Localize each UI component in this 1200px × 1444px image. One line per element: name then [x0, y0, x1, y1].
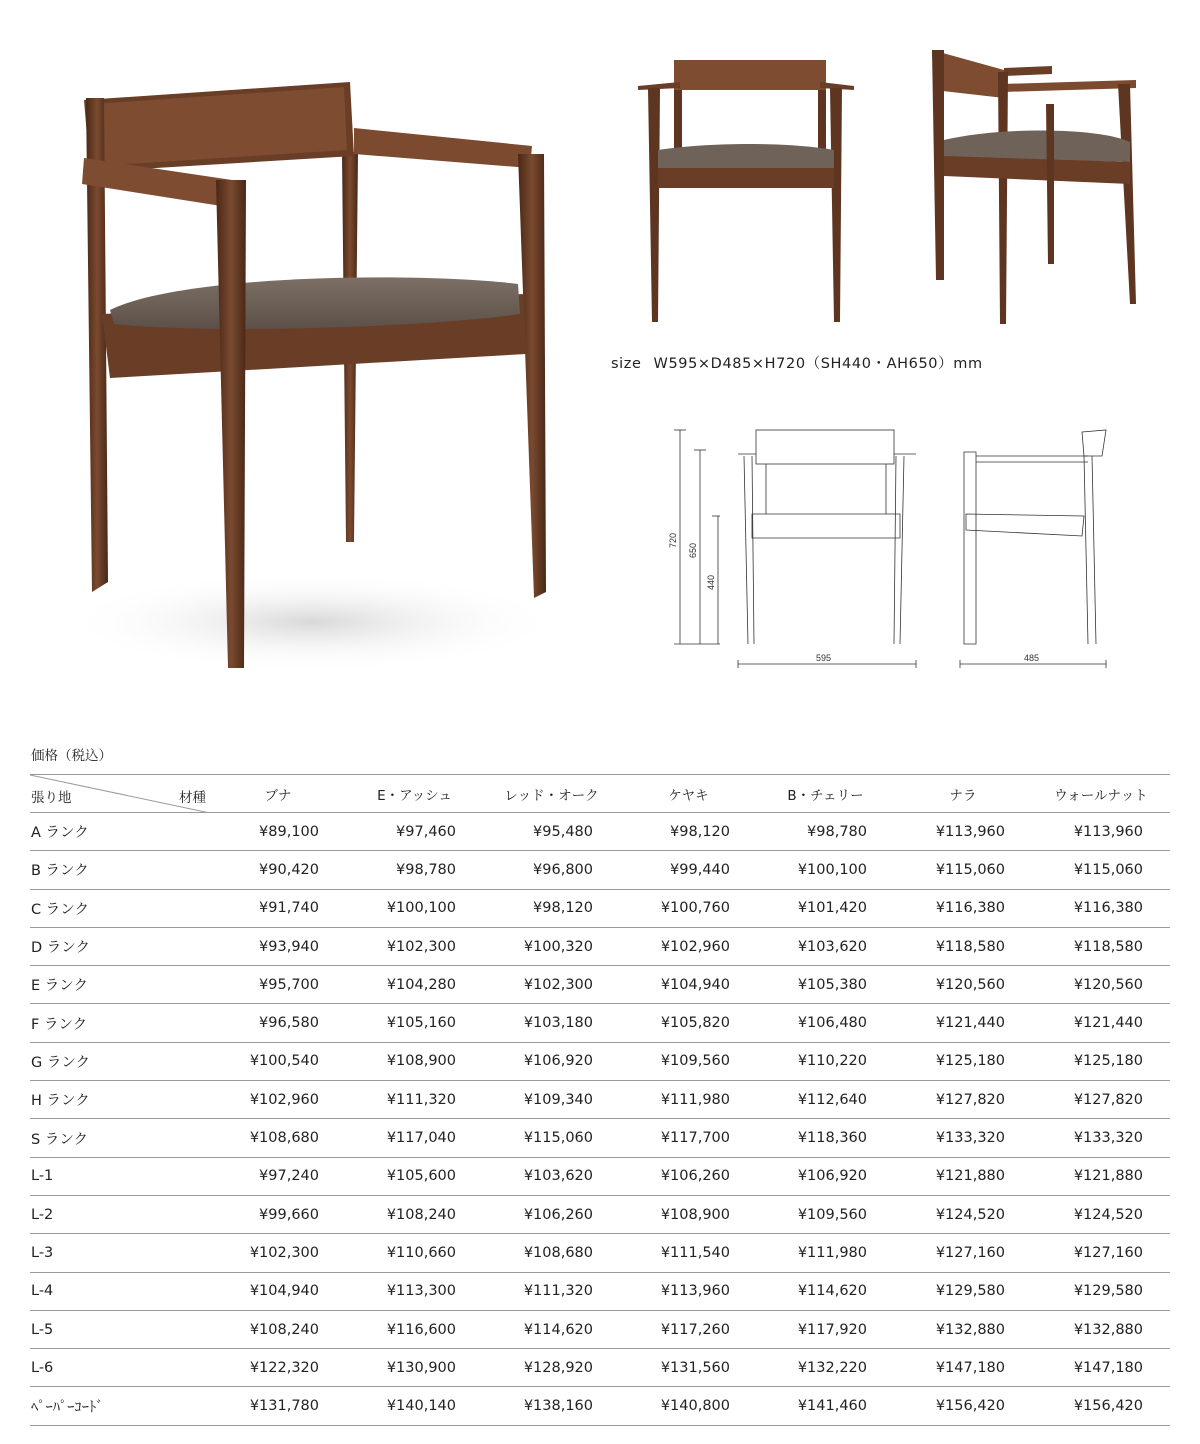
chair-photo-front [630, 50, 860, 330]
price-cell: ¥108,240 [346, 1195, 483, 1233]
price-cell: ¥110,660 [346, 1234, 483, 1272]
size-label: size [611, 356, 642, 372]
table-row [30, 1310, 1170, 1348]
price-cell: ¥138,160 [483, 1387, 620, 1425]
price-cell: ¥109,560 [620, 1042, 757, 1080]
price-cell: ¥128,920 [483, 1349, 620, 1387]
price-cell: ¥106,920 [483, 1042, 620, 1080]
price-cell: ¥99,660 [210, 1195, 346, 1233]
price-cell: ¥111,320 [346, 1081, 483, 1119]
price-cell: ¥140,800 [620, 1387, 757, 1425]
price-cell: ¥110,220 [757, 1042, 894, 1080]
table-row [30, 1387, 1170, 1425]
rank-label: L-6 [30, 1349, 210, 1387]
corner-cell [30, 775, 210, 813]
price-cell: ¥124,520 [894, 1195, 1032, 1233]
price-cell: ¥91,740 [210, 889, 346, 927]
rank-label: L-2 [30, 1195, 210, 1233]
price-cell: ¥108,900 [346, 1042, 483, 1080]
price-cell: ¥118,360 [757, 1119, 894, 1157]
dim-440: 440 [706, 574, 716, 590]
column-header: ナラ [894, 775, 1032, 813]
price-cell: ¥118,580 [1032, 927, 1170, 965]
price-cell: ¥100,100 [346, 889, 483, 927]
price-cell: ¥121,440 [894, 1004, 1032, 1042]
price-cell: ¥113,300 [346, 1272, 483, 1310]
table-row [30, 927, 1170, 965]
price-cell: ¥156,420 [894, 1387, 1032, 1425]
price-cell: ¥116,380 [1032, 889, 1170, 927]
price-cell: ¥108,680 [483, 1234, 620, 1272]
rank-label: E ランク [30, 966, 210, 1004]
price-cell: ¥103,620 [757, 927, 894, 965]
column-header: レッド・オーク [483, 775, 620, 813]
price-cell: ¥100,760 [620, 889, 757, 927]
price-cell: ¥90,420 [210, 851, 346, 889]
rank-label: L-3 [30, 1234, 210, 1272]
column-header: ケヤキ [620, 775, 757, 813]
price-cell: ¥109,340 [483, 1081, 620, 1119]
chair-photo-main [62, 62, 582, 682]
price-cell: ¥116,380 [894, 889, 1032, 927]
rank-label: L-5 [30, 1310, 210, 1348]
dim-720: 720 [668, 532, 678, 548]
dim-485: 485 [1024, 653, 1040, 663]
table-row [30, 813, 1170, 851]
price-cell: ¥108,680 [210, 1119, 346, 1157]
price-cell: ¥100,540 [210, 1042, 346, 1080]
price-cell: ¥114,620 [483, 1310, 620, 1348]
price-cell: ¥120,560 [1032, 966, 1170, 1004]
rank-label: F ランク [30, 1004, 210, 1042]
price-cell: ¥156,420 [1032, 1387, 1170, 1425]
price-cell: ¥127,820 [894, 1081, 1032, 1119]
price-cell: ¥111,540 [620, 1234, 757, 1272]
price-cell: ¥111,320 [483, 1272, 620, 1310]
rank-label: D ランク [30, 927, 210, 965]
price-cell: ¥100,100 [757, 851, 894, 889]
price-cell: ¥98,120 [483, 889, 620, 927]
price-cell: ¥147,180 [894, 1349, 1032, 1387]
column-header: E・アッシュ [346, 775, 483, 813]
price-cell: ¥106,920 [757, 1157, 894, 1195]
price-cell: ¥130,900 [346, 1349, 483, 1387]
price-cell: ¥103,180 [483, 1004, 620, 1042]
price-cell: ¥122,320 [210, 1349, 346, 1387]
price-cell: ¥132,880 [1032, 1310, 1170, 1348]
price-cell: ¥106,260 [620, 1157, 757, 1195]
price-cell: ¥115,060 [894, 851, 1032, 889]
price-cell: ¥131,560 [620, 1349, 757, 1387]
price-cell: ¥89,100 [210, 813, 346, 851]
price-cell: ¥93,940 [210, 927, 346, 965]
rank-label: C ランク [30, 889, 210, 927]
price-cell: ¥127,160 [1032, 1234, 1170, 1272]
table-row [30, 1081, 1170, 1119]
price-cell: ¥103,620 [483, 1157, 620, 1195]
price-cell: ¥118,580 [894, 927, 1032, 965]
price-cell: ¥99,440 [620, 851, 757, 889]
price-cell: ¥96,800 [483, 851, 620, 889]
dim-595: 595 [816, 653, 832, 663]
price-cell: ¥109,560 [757, 1195, 894, 1233]
table-row [30, 1234, 1170, 1272]
price-cell: ¥111,980 [620, 1081, 757, 1119]
price-cell: ¥132,220 [757, 1349, 894, 1387]
col-header-label: 材種 [179, 790, 206, 806]
table-row [30, 1195, 1170, 1233]
price-cell: ¥121,880 [894, 1157, 1032, 1195]
price-cell: ¥121,880 [1032, 1157, 1170, 1195]
price-cell: ¥108,240 [210, 1310, 346, 1348]
price-cell: ¥113,960 [620, 1272, 757, 1310]
table-row [30, 1157, 1170, 1195]
price-cell: ¥97,460 [346, 813, 483, 851]
price-cell: ¥131,780 [210, 1387, 346, 1425]
price-cell: ¥104,940 [620, 966, 757, 1004]
price-cell: ¥102,300 [483, 966, 620, 1004]
price-cell: ¥100,320 [483, 927, 620, 965]
rank-label: A ランク [30, 813, 210, 851]
dim-650: 650 [688, 542, 698, 558]
rank-label: H ランク [30, 1081, 210, 1119]
price-cell: ¥102,960 [620, 927, 757, 965]
price-cell: ¥105,380 [757, 966, 894, 1004]
price-cell: ¥125,180 [1032, 1042, 1170, 1080]
price-cell: ¥117,260 [620, 1310, 757, 1348]
price-cell: ¥98,120 [620, 813, 757, 851]
rank-label: L-1 [30, 1157, 210, 1195]
price-cell: ¥101,420 [757, 889, 894, 927]
size-spec [611, 352, 983, 373]
table-row [30, 1004, 1170, 1042]
price-cell: ¥105,160 [346, 1004, 483, 1042]
rank-label: S ランク [30, 1119, 210, 1157]
price-cell: ¥105,820 [620, 1004, 757, 1042]
price-cell: ¥141,460 [757, 1387, 894, 1425]
price-cell: ¥117,700 [620, 1119, 757, 1157]
table-row [30, 1349, 1170, 1387]
price-cell: ¥111,980 [757, 1234, 894, 1272]
rank-label: B ランク [30, 851, 210, 889]
price-cell: ¥104,280 [346, 966, 483, 1004]
table-row [30, 966, 1170, 1004]
price-cell: ¥129,580 [894, 1272, 1032, 1310]
rank-label: L-4 [30, 1272, 210, 1310]
table-row [30, 851, 1170, 889]
price-cell: ¥127,160 [894, 1234, 1032, 1272]
price-cell: ¥124,520 [1032, 1195, 1170, 1233]
price-title: 価格（税込） [31, 748, 112, 764]
price-cell: ¥113,960 [1032, 813, 1170, 851]
price-cell: ¥115,060 [483, 1119, 620, 1157]
price-cell: ¥115,060 [1032, 851, 1170, 889]
price-table-header [30, 775, 1170, 813]
price-cell: ¥97,240 [210, 1157, 346, 1195]
column-header: ウォールナット [1032, 775, 1170, 813]
price-cell: ¥113,960 [894, 813, 1032, 851]
table-row [30, 889, 1170, 927]
column-header: B・チェリー [757, 775, 894, 813]
price-cell: ¥127,820 [1032, 1081, 1170, 1119]
table-row [30, 1042, 1170, 1080]
price-cell: ¥108,900 [620, 1195, 757, 1233]
chair-photo-side [922, 44, 1152, 330]
price-cell: ¥95,480 [483, 813, 620, 851]
price-cell: ¥117,040 [346, 1119, 483, 1157]
size-value: W595×D485×H720（SH440・AH650）mm [653, 356, 983, 372]
price-cell: ¥116,600 [346, 1310, 483, 1348]
price-cell: ¥121,440 [1032, 1004, 1170, 1042]
column-header: ブナ [210, 775, 346, 813]
price-cell: ¥98,780 [346, 851, 483, 889]
price-cell: ¥129,580 [1032, 1272, 1170, 1310]
price-cell: ¥95,700 [210, 966, 346, 1004]
price-table-body [30, 813, 1170, 1426]
dimension-drawing [660, 420, 1120, 670]
table-row [30, 1272, 1170, 1310]
row-header-label: 張り地 [31, 790, 72, 806]
price-cell: ¥96,580 [210, 1004, 346, 1042]
price-cell: ¥106,480 [757, 1004, 894, 1042]
table-row [30, 1119, 1170, 1157]
price-cell: ¥102,300 [346, 927, 483, 965]
rank-label: G ランク [30, 1042, 210, 1080]
price-cell: ¥140,140 [346, 1387, 483, 1425]
price-cell: ¥133,320 [1032, 1119, 1170, 1157]
price-cell: ¥102,960 [210, 1081, 346, 1119]
price-cell: ¥98,780 [757, 813, 894, 851]
price-cell: ¥125,180 [894, 1042, 1032, 1080]
price-cell: ¥147,180 [1032, 1349, 1170, 1387]
price-cell: ¥104,940 [210, 1272, 346, 1310]
price-table [30, 774, 1170, 1426]
price-cell: ¥102,300 [210, 1234, 346, 1272]
price-cell: ¥132,880 [894, 1310, 1032, 1348]
price-cell: ¥106,260 [483, 1195, 620, 1233]
price-cell: ¥117,920 [757, 1310, 894, 1348]
rank-label: ﾍﾟｰﾊﾟｰｺｰﾄﾞ [30, 1387, 210, 1425]
price-cell: ¥112,640 [757, 1081, 894, 1119]
price-cell: ¥120,560 [894, 966, 1032, 1004]
price-cell: ¥114,620 [757, 1272, 894, 1310]
price-cell: ¥133,320 [894, 1119, 1032, 1157]
price-cell: ¥105,600 [346, 1157, 483, 1195]
